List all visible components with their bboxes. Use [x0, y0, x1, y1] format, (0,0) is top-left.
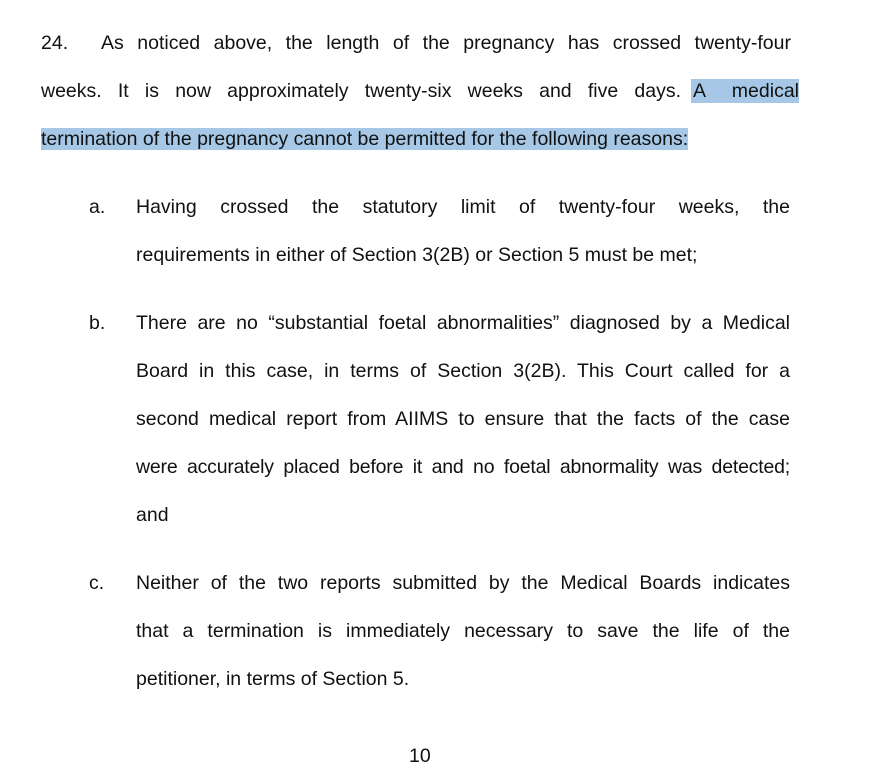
list-item-line: Neither of the two reports submitted by the Medical Boards indicates — [136, 572, 790, 594]
paragraph-line-2-plain: weeks. It is now approximately twenty-six weeks and five days. — [41, 80, 681, 102]
list-marker: a. — [89, 196, 106, 218]
list-item-line: that a termination is immediately necessary to save the life of the — [136, 620, 790, 642]
list-item-line: Having crossed the statutory limit of twenty-four weeks, the — [136, 196, 790, 218]
paragraph-line-1: As noticed above, the length of the pregnancy has crossed twenty-four — [101, 32, 791, 54]
list-item-line: petitioner, in terms of Section 5. — [136, 668, 410, 690]
paragraph-number: 24. — [41, 32, 69, 54]
list-item-line: Board in this case, in terms of Section 3(2B). This Court called for a — [136, 360, 790, 382]
list-marker: c. — [89, 572, 105, 594]
highlighted-text-end[interactable]: termination of the pregnancy cannot be permitted for the following reasons: — [41, 128, 689, 150]
list-item-line: and — [136, 504, 169, 526]
list-item-line: second medical report from AIIMS to ensure that the facts of the case — [136, 408, 790, 430]
highlighted-text-start[interactable]: A medical — [693, 80, 799, 102]
paragraph-line-3 — [41, 127, 688, 151]
list-item-line: were accurately placed before it and no foetal abnormality was detected; — [136, 456, 790, 478]
paragraph-line-2 — [41, 79, 799, 103]
page-number: 10 — [409, 745, 431, 767]
list-item-line: requirements in either of Section 3(2B) or Section 5 must be met; — [136, 244, 698, 266]
list-marker: b. — [89, 312, 106, 334]
list-item-line: There are no “substantial foetal abnormalities” diagnosed by a Medical — [136, 312, 790, 334]
